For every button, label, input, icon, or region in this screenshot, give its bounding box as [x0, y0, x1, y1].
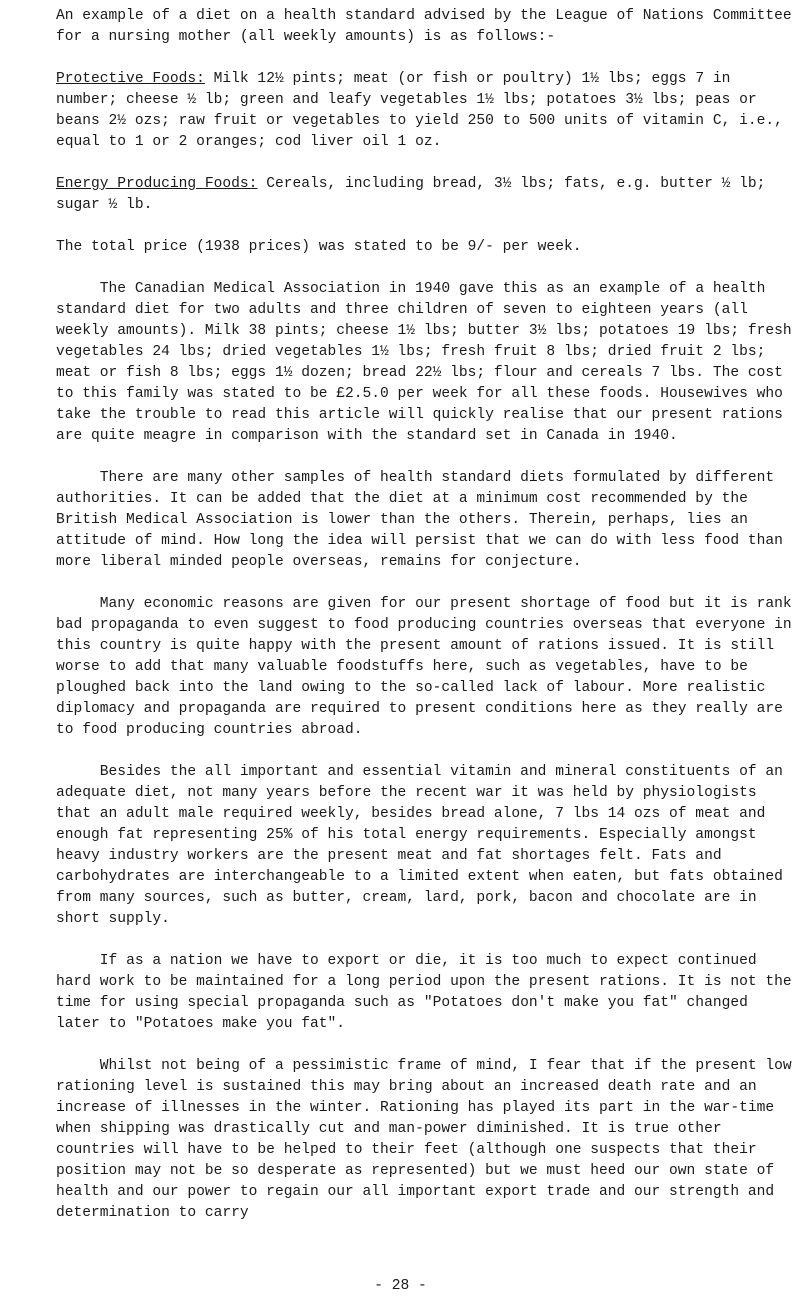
- whilst-paragraph: Whilst not being of a pessimistic frame of mind, I fear that if the present low rationing level is sustained this may bring about an increased death rate and an increase of illnesses in the winter. Rationing has played its part in the war-time when shipping was drastically cut and man-power diminished. It is true other countries will have to be helped to their feet (although one suspects that their position may not be so desperate as represented) but we must heed our own state of health and our power to regain our all important export trade and our strength and determination to carry: [56, 1058, 801, 1221]
- canadian-paragraph: The Canadian Medical Association in 1940 gave this as an example of a health standard diet for two adults and three children of seven to eighteen years (all weekly amounts). Milk 38 pints; cheese 1½ lbs; butter 3½ lbs; potatoes 19 lbs; fresh vegetables 24 lbs; dried vegetables 1½ lbs; fresh fruit 8 lbs; dried fruit 2 lbs; meat or fish 8 lbs; eggs 1½ dozen; bread 22½ lbs; flour and cereals 7 lbs. The cost to this family was stated to be £2.5.0 per week for all these foods. Housewives who take the trouble to read this article will quickly realise that our present rations are quite meagre in comparison with the standard set in Canada in 1940.: [56, 281, 801, 444]
- intro-paragraph: An example of a diet on a health standard advised by the League of Nations Committee for a nursing mother (all weekly amounts) is as follows:-: [56, 8, 801, 45]
- protective-foods-paragraph: [56, 69, 796, 153]
- samples-paragraph: There are many other samples of health standard diets formulated by different authorities. It can be added that the diet at a minimum cost recommended by the British Medical Association is lower than the others. Therein, perhaps, lies an attitude of mind. How long the idea will persist that we can do with less food than more liberal minded people overseas, remains for conjecture.: [56, 470, 792, 570]
- document-page: [56, 6, 801, 1224]
- besides-paragraph: Besides the all important and essential vitamin and mineral constituents of an adequate diet, not many years before the recent war it was held by physiologists that an adult male required weekly, besides bread alone, 7 lbs 14 ozs of meat and enough fat representing 25% of his total energy requirements. Especially amongst heavy industry workers are the present meat and fat shortages felt. Fats and carbohydrates are interchangeable to a limited extent when eaten, but fats obtained from many sources, such as butter, cream, lard, pork, bacon and chocolate are in short supply.: [56, 764, 792, 927]
- energy-foods-paragraph: [56, 174, 796, 216]
- energy-foods-text: Cereals, including bread, 3½ lbs; fats, e.g. butter ½ lb; sugar ½ lb.: [56, 176, 775, 213]
- economic-paragraph: Many economic reasons are given for our present shortage of food but it is rank bad propaganda to even suggest to food producing countries overseas that everyone in this country is quite happy with the present amount of rations issued. It is still worse to add that many valuable foodstuffs here, such as vegetables, have to be ploughed back into the land owing to the so-called lack of labour. More realistic diplomacy and propaganda are required to present conditions here as they really are to food producing countries abroad.: [56, 596, 801, 738]
- protective-foods-text: Milk 12½ pints; meat (or fish or poultry) 1½ lbs; eggs 7 in number; cheese ½ lb; green and leafy vegetables 1½ lbs; potatoes 3½ lbs; peas or beans 2½ ozs; raw fruit or vegetables to yield 250 to 500 units of vitamin C, i.e., equal to 1 or 2 oranges; cod liver oil 1 oz.: [56, 71, 792, 150]
- page-number: - 28 -: [374, 1278, 427, 1294]
- total-price-line: The total price (1938 prices) was stated to be 9/- per week.: [56, 239, 582, 255]
- export-paragraph: If as a nation we have to export or die, it is too much to expect continued hard work to be maintained for a long period upon the present rations. It is not the time for using special propaganda such as "Potatoes don't make you fat" changed later to "Potatoes make you fat".: [56, 953, 801, 1032]
- energy-foods-label: Energy Producing Foods:: [56, 176, 258, 192]
- protective-foods-label: Protective Foods:: [56, 71, 205, 87]
